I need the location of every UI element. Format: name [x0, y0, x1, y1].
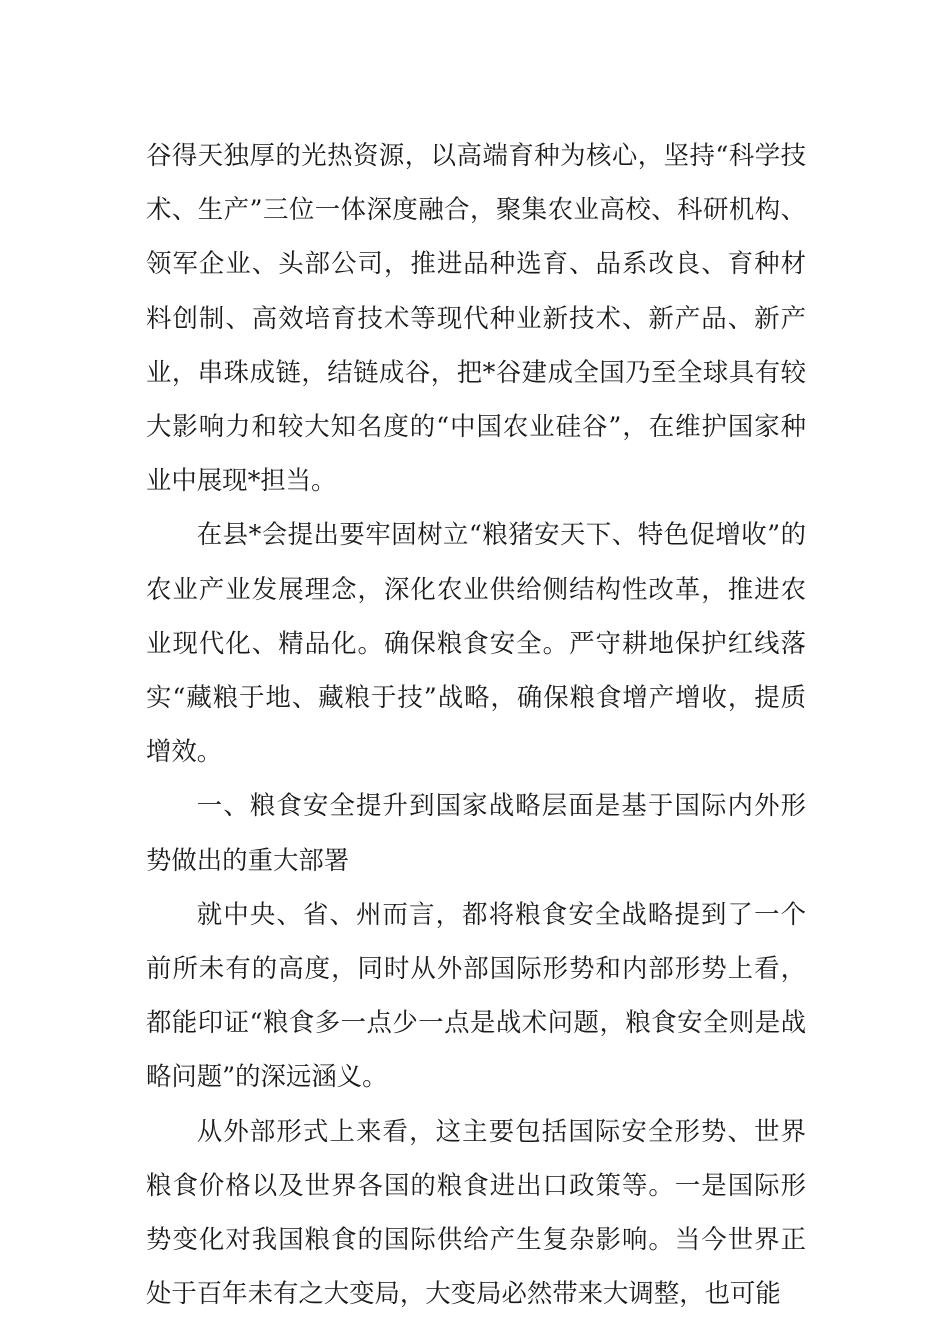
- paragraph-4: 从外部形式上来看，这主要包括国际安全形势、世界粮食价格以及世界各国的粮食进出口政策等。一是国际形势变化对我国粮食的国际供给产生复杂影响。当今世界正处于百年未有之大变局，大变局必然带来大调整，也可能: [146, 1115, 806, 1309]
- section-heading-1: 一、粮食安全提升到国家战略层面是基于国际内外形势做出的重大部署: [146, 790, 806, 875]
- paragraph-2: 在县*会提出要牢固树立“粮猪安天下、特色促增收”的农业产业发展理念，深化农业供给侧结构性改革，推进农业现代化、精品化。确保粮食安全。严守耕地保护红线落实“藏粮于地、藏粮于技”战略，确保粮食增产增收，提质增效。: [146, 519, 806, 767]
- paragraph-3: 就中央、省、州而言，都将粮食安全战略提到了一个前所未有的高度，同时从外部国际形势和内部形势上看，都能印证“粮食多一点少一点是战术问题，粮食安全则是战略问题”的深远涵义。: [146, 898, 806, 1092]
- paragraph-1: 谷得天独厚的光热资源，以高端育种为核心，坚持“科学技术、生产”三位一体深度融合，聚集农业高校、科研机构、领军企业、头部公司，推进品种选育、品系改良、育种材料创制、高效培育技术等现代种业新技术、新产品、新产业，串珠成链，结链成谷，把*谷建成全国乃至全球具有较大影响力和较大知名度的“中国农业硅谷”，在维护国家种业中展现*担当。: [146, 140, 806, 496]
- document-body: [146, 128, 806, 1320]
